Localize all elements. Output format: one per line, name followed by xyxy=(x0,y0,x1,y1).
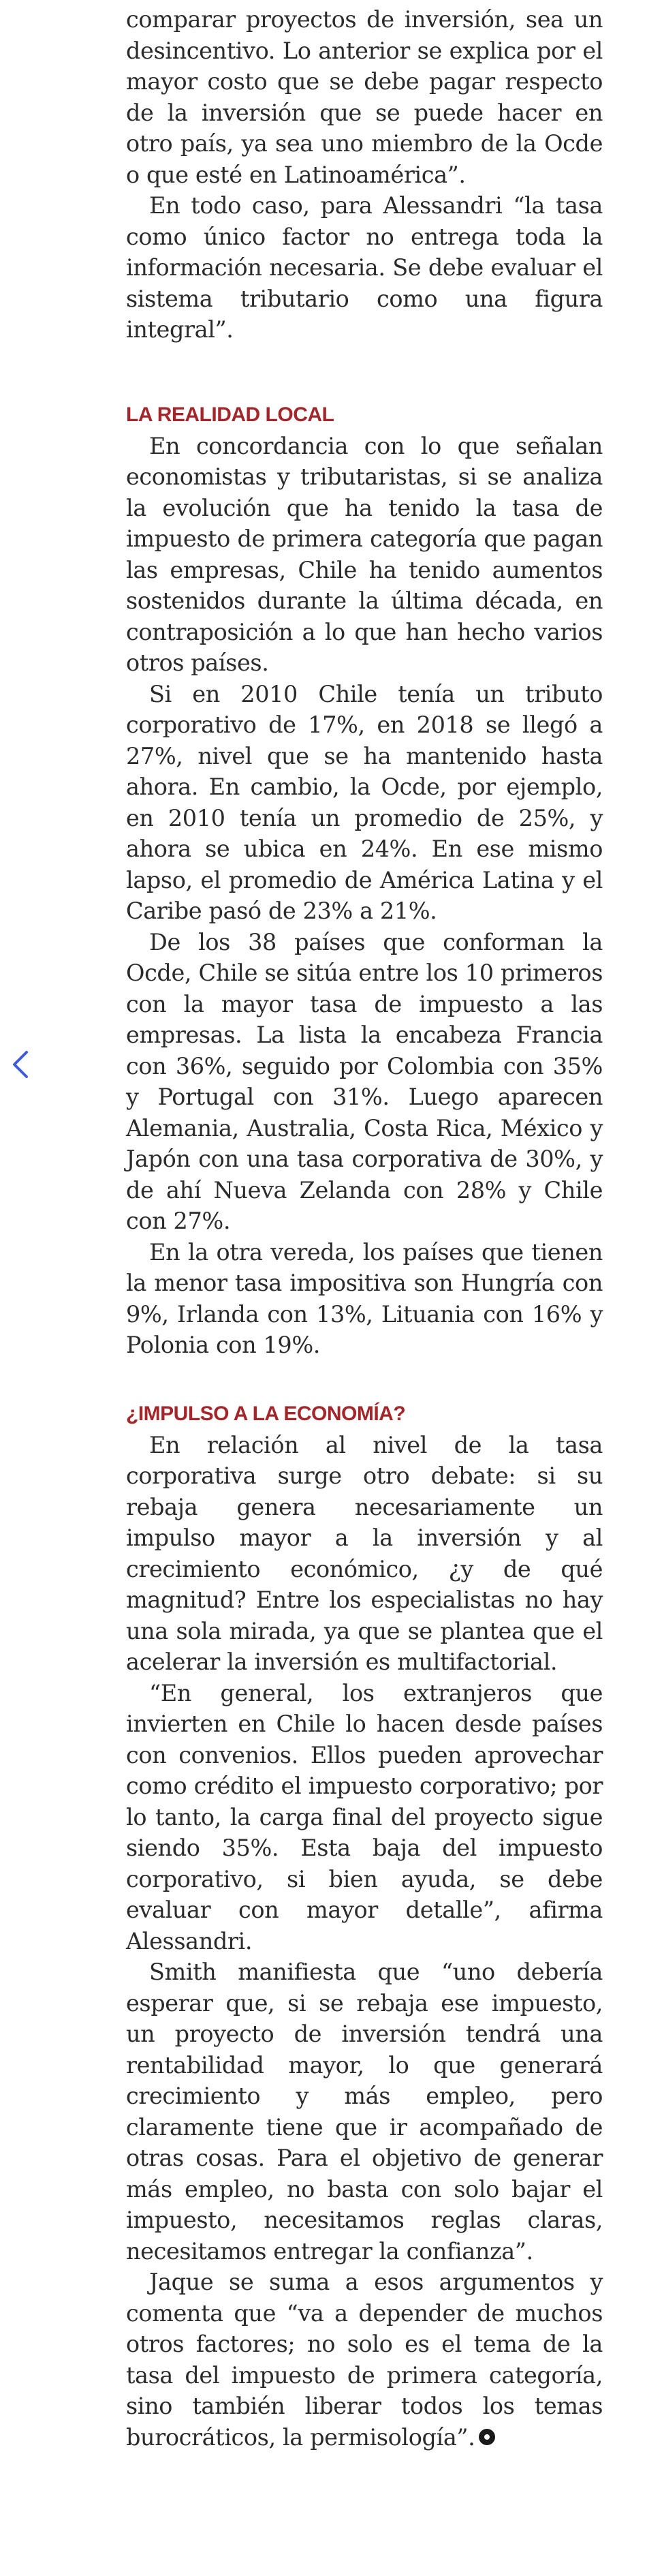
body-paragraph: “En general, los extranjeros que invierten en Chile lo hacen desde países con convenios. Ellos pueden aprovechar como crédito el impuesto corporativo; por lo tanto, la carga final del proyecto sigue siendo 35%. Esta baja del impuesto corporativo, si bien ayuda, se debe evaluar con mayor detalle”, afirma Alessandri. xyxy=(126,1679,603,1954)
section-impulso-economia xyxy=(126,1398,603,2453)
final-paragraph-text: Jaque se suma a esos argumentos y comenta que “va a depender de muchos otros factores; no solo es el tema de la tasa del impuesto de primera categoría, sino también liberar todos los temas burocráticos, la permisología”. xyxy=(126,2269,603,2451)
intro-paragraph-2: En todo caso, para Alessandri “la tasa como único factor no entrega toda la información necesaria. Se debe evaluar el sistema tributario como una figura integral”. xyxy=(126,192,603,343)
body-paragraph: De los 38 países que conforman la Ocde, Chile se sitúa entre los 10 primeros con la mayor tasa de impuesto a las empresas. La lista la encabeza Francia con 36%, seguido por Colombia con 35% y Portugal con 31%. Luego aparecen Alemania, Australia, Costa Rica, México y Japón con una tasa corporativa de 30%, y de ahí Nueva Zelanda con 28% y Chile con 27%. xyxy=(126,928,603,1234)
back-button[interactable] xyxy=(0,1044,41,1085)
body-paragraph: Si en 2010 Chile tenía un tributo corporativo de 17%, en 2018 se llegó a 27%, nivel que se ha mantenido hasta ahora. En cambio, la Ocde, por ejemplo, en 2010 tenía un promedio de 25%, y ahora se ubica en 24%. En ese mismo lapso, el promedio de América Latina y el Caribe pasó de 23% a 21%. xyxy=(126,680,603,924)
body-paragraph xyxy=(126,2267,603,2453)
end-of-article-icon xyxy=(479,2429,495,2445)
section-heading: ¿IMPULSO A LA ECONOMÍA? xyxy=(126,1402,406,1425)
intro-section xyxy=(126,4,603,346)
body-paragraph: Smith manifiesta que “uno debería esperar que, si se rebaja ese impuesto, un proyecto de inversión tendrá una rentabilidad mayor, lo que generará crecimiento y más empleo, pero claramente tiene que ir acompañado de otras cosas. Para el objetivo de generar más empleo, no basta con solo bajar el impuesto, necesitamos reglas claras, necesitamos entregar la confianza”. xyxy=(126,1959,603,2265)
intro-paragraph-1: comparar proyectos de inversión, sea un desincentivo. Lo anterior se explica por el mayor costo que se debe pagar respecto de la inversión que se puede hacer en otro país, ya sea uno miembro de la Ocde o que esté en Latinoamérica”. xyxy=(126,6,603,188)
section-heading: LA REALIDAD LOCAL xyxy=(126,403,334,426)
body-paragraph: En concordancia con lo que señalan economistas y tributaristas, si se analiza la evolución que ha tenido la tasa de impuesto de primera categoría que pagan las empresas, Chile ha tenido aumentos sostenidos durante la última década, en contraposición a lo que han hecho varios otros países. xyxy=(126,432,603,676)
body-paragraph: En la otra vereda, los países que tienen la menor tasa impositiva son Hungría con 9%, Irlanda con 13%, Lituania con 16% y Polonia con 19%. xyxy=(126,1238,603,1358)
section-la-realidad-local xyxy=(126,399,603,1361)
chevron-left-icon xyxy=(10,1049,31,1079)
body-paragraph: En relación al nivel de la tasa corporativa surge otro debate: si su rebaja genera necesariamente un impulso mayor a la inversión y al crecimiento económico, ¿y de qué magnitud? Entre los especialistas no hay una sola mirada, ya que se plantea que el acelerar la inversión es multifactorial. xyxy=(126,1431,603,1675)
